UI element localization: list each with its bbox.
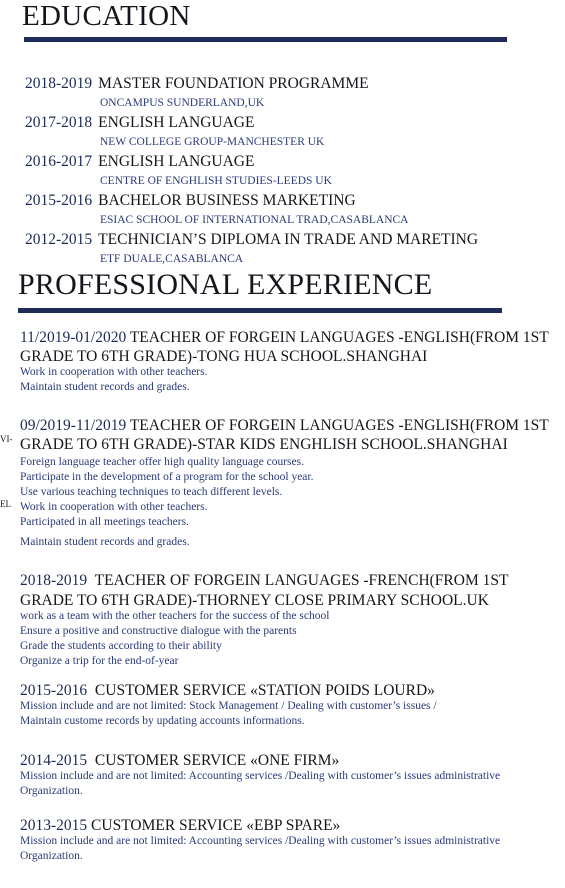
education-title: TECHNICIAN’S DIPLOMA IN TRADE AND MARETING	[98, 231, 479, 248]
education-item	[25, 75, 369, 93]
education-years: 2015-2016	[25, 192, 93, 209]
education-title: ENGLISH LANGUAGE	[98, 114, 255, 131]
edge-fragment: EL	[0, 499, 11, 509]
experience-title	[20, 681, 435, 701]
education-institution: ONCAMPUS SUNDERLAND,UK	[100, 97, 265, 109]
experience-dates: 2013-2015	[20, 817, 88, 834]
experience-title	[20, 816, 340, 836]
experience-detail: Organize a trip for the end-of-year	[20, 655, 179, 667]
education-heading: EDUCATION	[22, 0, 191, 32]
experience-title-line: TEACHER OF FORGEIN LANGUAGES -ENGLISH(FROM 1ST	[129, 417, 549, 434]
experience-detail: Mission include and are not limited: Accounting services /Dealing with customer’s issues administrative	[20, 770, 501, 782]
experience-detail: Maintain student records and grades.	[20, 536, 190, 548]
experience-detail: Work in cooperation with other teachers.	[20, 366, 208, 378]
experience-detail: Maintain custome records by updating accounts informations.	[20, 715, 305, 727]
education-years: 2018-2019	[25, 75, 93, 92]
experience-title-line: TEACHER OF FORGEIN LANGUAGES -FRENCH(FROM 1ST	[94, 572, 509, 589]
experience-detail: Ensure a positive and constructive dialogue with the parents	[20, 625, 297, 637]
experience-detail: Work in cooperation with other teachers.	[20, 501, 208, 513]
experience-dates: 11/2019-01/2020	[20, 329, 127, 346]
experience-detail: Mission include and are not limited: Stock Management / Dealing with customer’s issues /	[20, 700, 437, 712]
experience-dates: 2018-2019	[20, 572, 88, 589]
education-divider	[24, 37, 507, 42]
experience-title	[20, 571, 508, 591]
experience-dates: 09/2019-11/2019	[20, 417, 127, 434]
experience-detail: Grade the students according to their ability	[20, 640, 222, 652]
experience-title	[20, 328, 549, 348]
experience-divider	[18, 308, 502, 313]
experience-detail: Participated in all meetings teachers.	[20, 516, 189, 528]
experience-title	[20, 751, 339, 771]
education-item	[25, 192, 356, 210]
education-title: MASTER FOUNDATION PROGRAMME	[98, 75, 369, 92]
education-title: ENGLISH LANGUAGE	[98, 153, 255, 170]
experience-title-line: CUSTOMER SERVICE «STATION POIDS LOURD»	[94, 682, 435, 699]
education-institution: CENTRE OF ENGHLISH STUDIES-LEEDS UK	[100, 175, 332, 187]
experience-title-line: CUSTOMER SERVICE «EBP SPARE»	[91, 817, 341, 834]
education-institution: ETF DUALE,CASABLANCA	[100, 253, 244, 265]
experience-dates: 2015-2016	[20, 682, 88, 699]
experience-detail: Organization.	[20, 785, 83, 797]
experience-title-line: GRADE TO 6TH GRADE)-STAR KIDS ENGHLISH SCHOOL.SHANGHAI	[20, 436, 508, 453]
experience-detail: Mission include and are not limited: Accounting services /Dealing with customer’s issues administrative	[20, 835, 501, 847]
experience-heading: PROFESSIONAL EXPERIENCE	[18, 268, 433, 301]
experience-title-line: GRADE TO 6TH GRADE)-THORNEY CLOSE PRIMARY SCHOOL.UK	[20, 592, 489, 609]
education-institution: NEW COLLEGE GROUP-MANCHESTER UK	[100, 136, 325, 148]
education-item	[25, 231, 478, 249]
education-item	[25, 114, 254, 132]
education-years: 2017-2018	[25, 114, 93, 131]
experience-detail: Organization.	[20, 850, 83, 862]
education-institution: ESIAC SCHOOL OF INTERNATIONAL TRAD,CASABLANCA	[100, 214, 409, 226]
experience-detail: Foreign language teacher offer high quality language courses.	[20, 456, 304, 468]
experience-title-line: CUSTOMER SERVICE «ONE FIRM»	[94, 752, 340, 769]
experience-detail: Use various teaching techniques to teach different levels.	[20, 486, 283, 498]
experience-title-line: TEACHER OF FORGEIN LANGUAGES -ENGLISH(FROM 1ST	[129, 329, 549, 346]
experience-detail: Maintain student records and grades.	[20, 381, 190, 393]
experience-title-line: GRADE TO 6TH GRADE)-TONG HUA SCHOOL.SHANGHAI	[20, 348, 428, 365]
education-years: 2012-2015	[25, 231, 93, 248]
edge-fragment: VI-	[0, 434, 13, 444]
experience-title	[20, 416, 549, 436]
education-title: BACHELOR BUSINESS MARKETING	[98, 192, 356, 209]
experience-detail: Participate in the development of a program for the school year.	[20, 471, 314, 483]
experience-dates: 2014-2015	[20, 752, 88, 769]
education-item	[25, 153, 254, 171]
education-years: 2016-2017	[25, 153, 93, 170]
experience-detail: work as a team with the other teachers for the success of the school	[20, 610, 330, 622]
